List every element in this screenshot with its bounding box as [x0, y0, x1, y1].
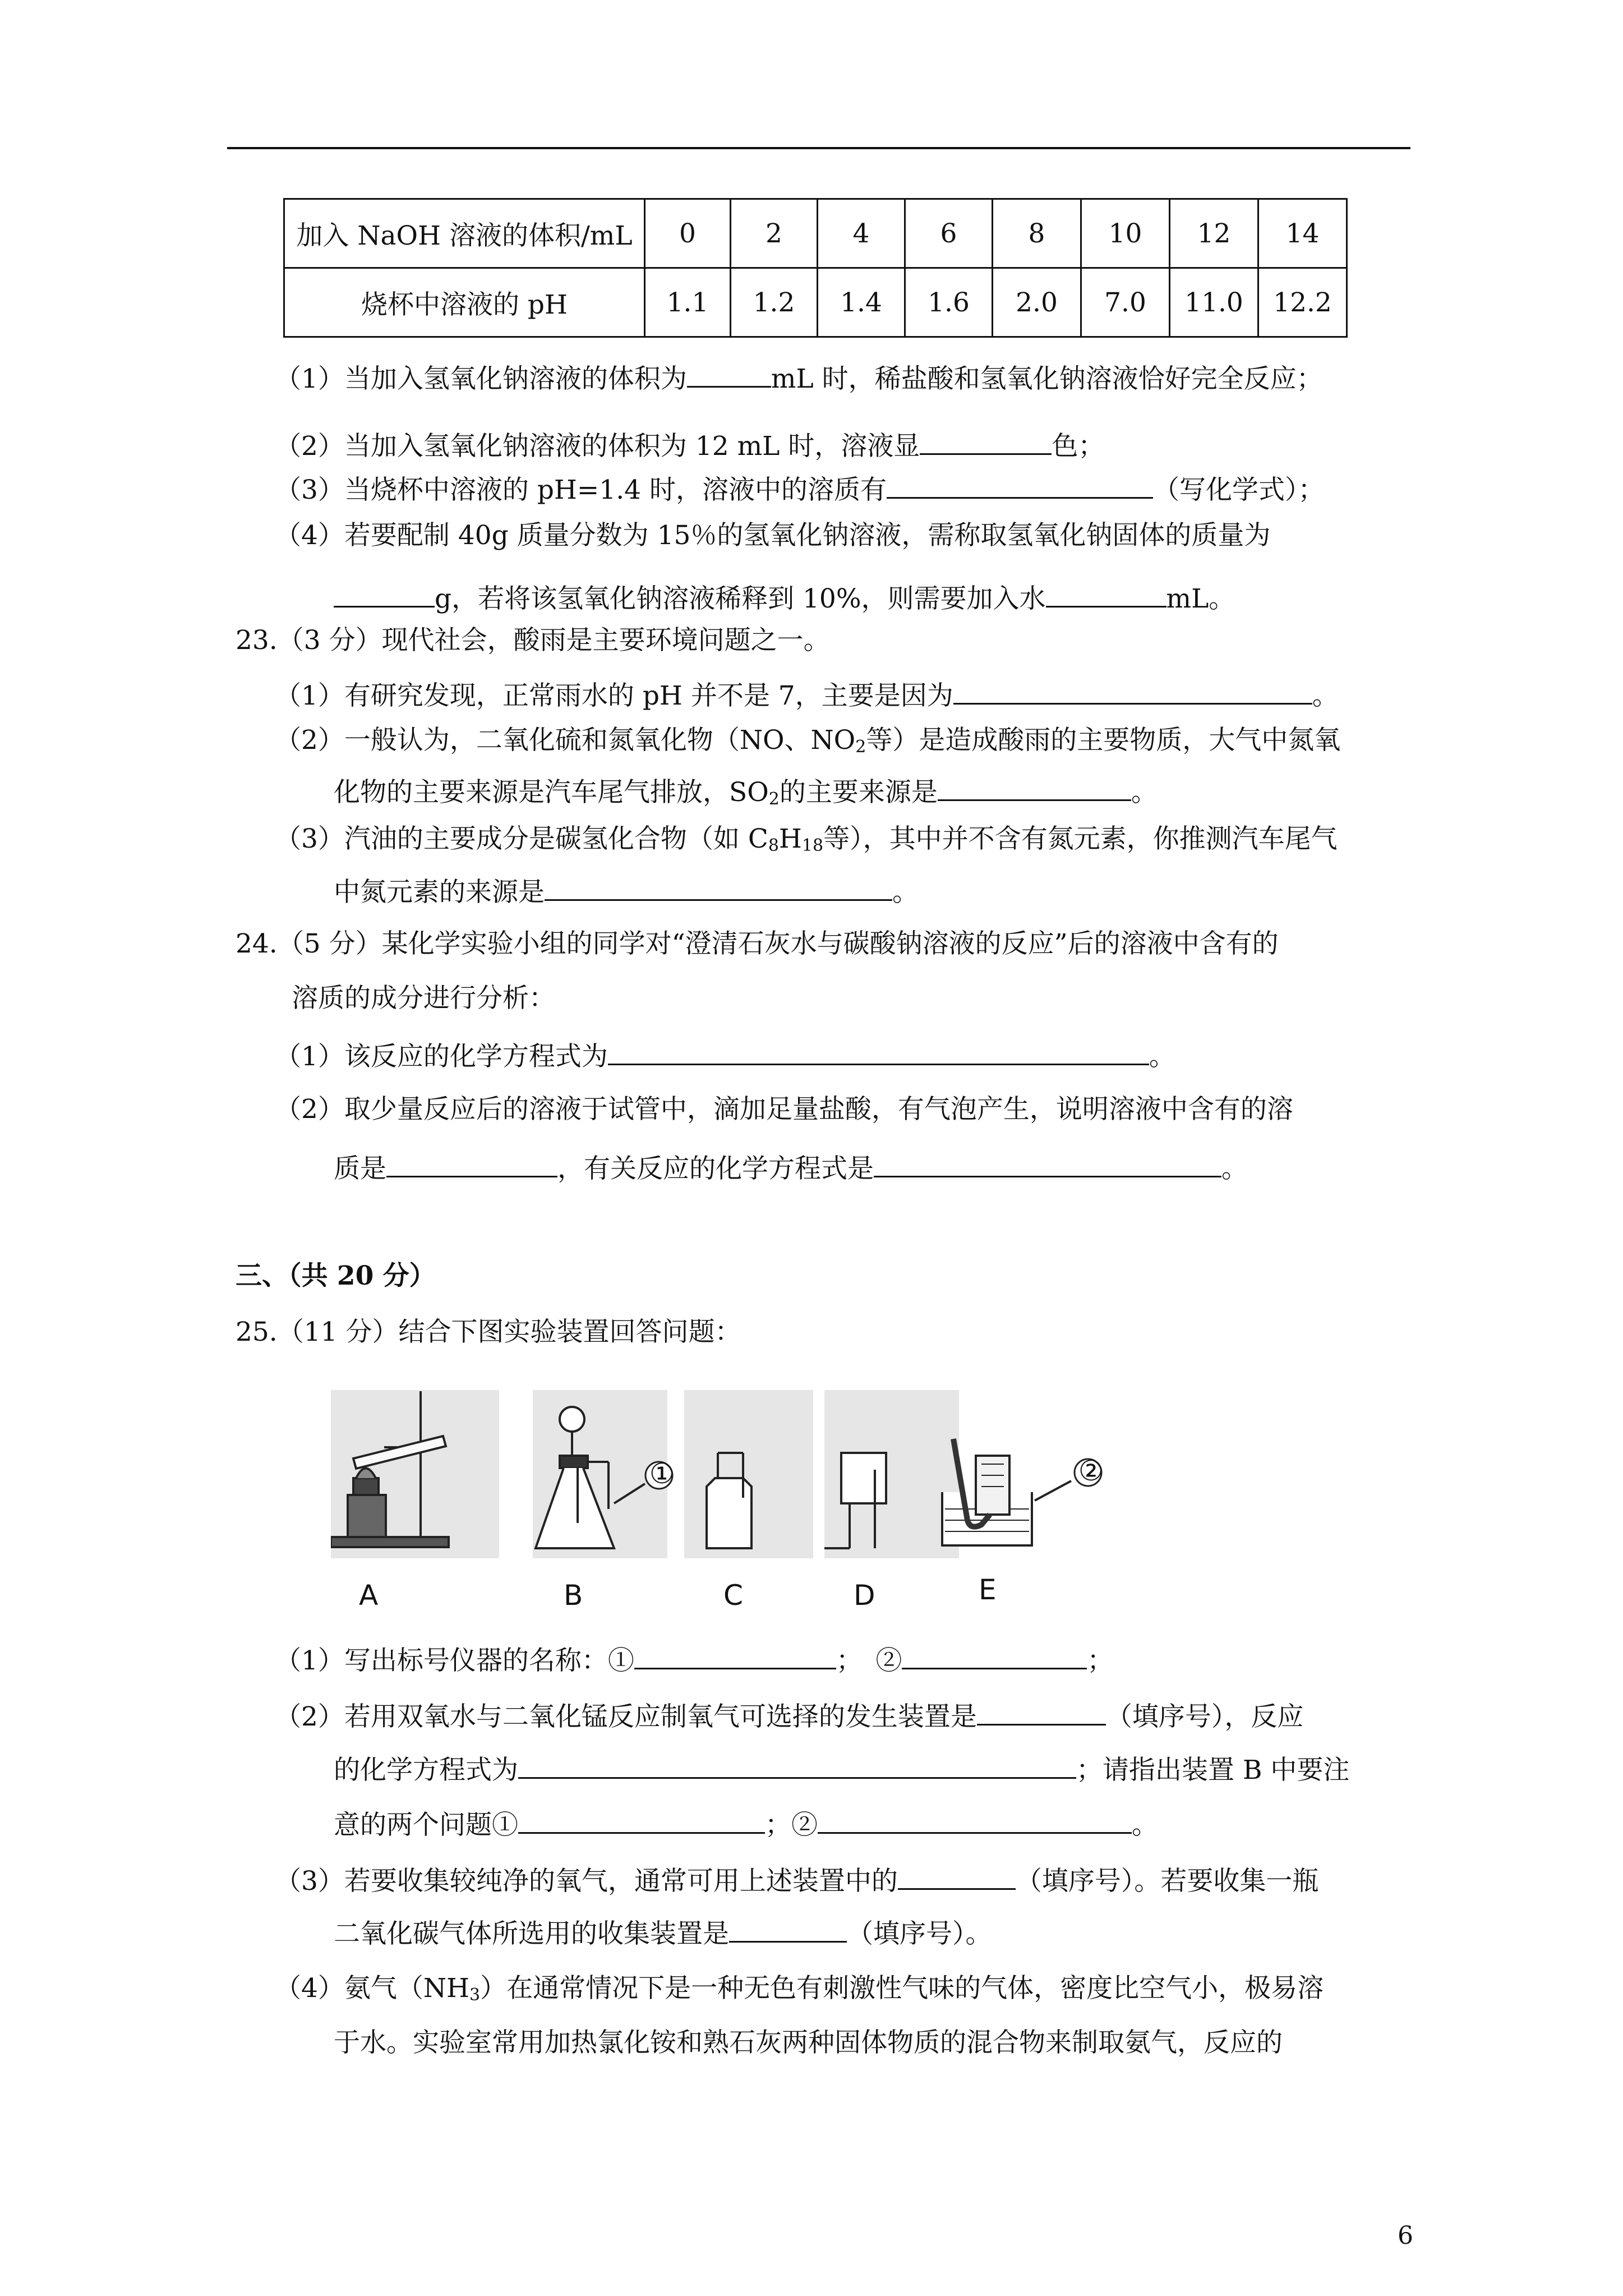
label-d: D	[854, 1579, 875, 1612]
q23-heading: 23.（3 分）现代社会，酸雨是主要环境问题之一。	[236, 625, 830, 656]
answer-blank[interactable]	[898, 1861, 1016, 1890]
page-number: 6	[1398, 2221, 1413, 2250]
q25-part2-cont: 的化学方程式为 ；请指出装置 B 中要注	[334, 1750, 1349, 1787]
table-cell: 1.1	[645, 268, 731, 337]
q22-part2: （2）当加入氢氧化钠溶液的体积为 12 mL 时，溶液显 色；	[275, 426, 1104, 463]
q25-part3: （3）若要收集较纯净的氧气，通常可用上述装置中的 （填序号）。若要收集一瓶	[275, 1861, 1318, 1898]
table-row-label: 烧杯中溶液的 pH	[284, 268, 645, 337]
table-cell: 1.4	[818, 268, 905, 337]
table-cell: 1.6	[905, 268, 993, 337]
q25-heading: 25.（11 分）结合下图实验装置回答问题：	[236, 1317, 741, 1347]
header-rule	[227, 147, 1410, 149]
table-cell: 11.0	[1170, 268, 1258, 337]
table-cell: 0	[645, 199, 731, 268]
answer-blank[interactable]	[1046, 579, 1166, 608]
apparatus-figure	[331, 1386, 1284, 1621]
answer-blank[interactable]	[874, 1149, 1221, 1177]
q23-part1: （1）有研究发现，正常雨水的 pH 并不是 7，主要是因为 。	[275, 676, 1339, 713]
q24-part2-cont: 质是 ，有关反应的化学方程式是 。	[334, 1149, 1248, 1186]
table-cell: 12	[1170, 199, 1258, 268]
answer-blank[interactable]	[953, 676, 1312, 705]
q23-part3: （3）汽油的主要成分是碳氢化合物（如 $C_8H_{18}$等），其中并不含有氮元素，你推测汽车尾气	[275, 823, 1338, 855]
q23-part3-cont: 中氮元素的来源是 。	[334, 872, 919, 909]
table-cell: 6	[905, 199, 993, 268]
answer-blank[interactable]	[938, 772, 1131, 801]
answer-blank[interactable]	[545, 872, 892, 901]
answer-blank[interactable]	[334, 579, 435, 608]
q22-part4-cont: g，若将该氢氧化钠溶液稀释到 10%，则需要加入水 mL。	[334, 579, 1235, 616]
q24-part2: （2）取少量反应后的溶液于试管中，滴加足量盐酸，有气泡产生，说明溶液中含有的溶	[275, 1094, 1293, 1125]
answer-blank[interactable]	[977, 1697, 1106, 1726]
answer-blank[interactable]	[518, 1805, 765, 1834]
table-cell: 8	[993, 199, 1081, 268]
table-row	[284, 268, 1347, 337]
q23-part2-cont: 化物的主要来源是汽车尾气排放，$SO_2$的主要来源是 。	[334, 772, 1158, 816]
table-row-label: 加入 NaOH 溶液的体积/mL	[284, 199, 645, 268]
answer-blank[interactable]	[729, 1914, 847, 1943]
apparatus-diagram	[331, 1386, 1284, 1621]
q25-part2: （2）若用双氧水与二氧化锰反应制氧气可选择的发生装置是 （填序号），反应	[275, 1697, 1303, 1734]
label-e: E	[979, 1573, 997, 1606]
table-cell: 2	[731, 199, 818, 268]
answer-blank[interactable]	[818, 1805, 1132, 1834]
q24-part1: （1）该反应的化学方程式为 。	[275, 1037, 1175, 1074]
label-a: A	[359, 1579, 379, 1612]
q22-part1: （1）当加入氢氧化钠溶液的体积为 mL 时，稀盐酸和氢氧化钠溶液恰好完全反应；	[275, 359, 1323, 396]
table-cell: 1.2	[731, 268, 818, 337]
ph-table	[283, 198, 1348, 338]
table-cell: 12.2	[1258, 268, 1347, 337]
marker-2-label: ②	[1078, 1455, 1104, 1487]
answer-blank[interactable]	[920, 426, 1052, 455]
q25-part2-cont2: 意的两个问题① ；② 。	[334, 1805, 1158, 1842]
answer-blank[interactable]	[687, 359, 771, 388]
answer-blank[interactable]	[386, 1149, 557, 1177]
table-cell: 14	[1258, 199, 1347, 268]
table-row	[284, 199, 1347, 268]
q22-part3: （3）当烧杯中溶液的 pH=1.4 时，溶液中的溶质有 （写化学式）；	[275, 470, 1324, 507]
answer-blank[interactable]	[518, 1750, 1076, 1779]
q24-heading-cont: 溶质的成分进行分析：	[292, 983, 555, 1014]
table-cell: 10	[1081, 199, 1170, 268]
section-heading: 三、（共 20 分）	[236, 1260, 436, 1291]
q25-part1: （1）写出标号仪器的名称：① ； ② ；	[275, 1641, 1113, 1678]
q23-part2: （2）一般认为，二氧化硫和氮氧化物（NO、$NO_2$等）是造成酸雨的主要物质，大气中氮氧	[275, 725, 1341, 757]
table-cell: 7.0	[1081, 268, 1170, 337]
q24-heading: 24.（5 分）某化学实验小组的同学对“澄清石灰水与碳酸钠溶液的反应”后的溶液中含有的	[236, 928, 1279, 959]
answer-blank[interactable]	[902, 1641, 1087, 1669]
table-cell: 4	[818, 199, 905, 268]
q22-part4: （4）若要配制 40g 质量分数为 15％的氢氧化钠溶液，需称取氢氧化钠固体的质量为	[275, 520, 1271, 551]
marker-1-label: ①	[649, 1457, 675, 1490]
table-cell: 2.0	[993, 268, 1081, 337]
q25-part4-cont: 于水。实验室常用加热氯化铵和熟石灰两种固体物质的混合物来制取氨气，反应的	[334, 2027, 1283, 2058]
q25-part4: （4）氨气$(NH_3)$在通常情况下是一种无色有刺激性气味的气体，密度比空气小，极易溶	[275, 1973, 1324, 2005]
label-c: C	[723, 1579, 743, 1612]
answer-blank[interactable]	[887, 470, 1153, 499]
q25-part3-cont: 二氧化碳气体所选用的收集装置是 （填序号）。	[334, 1914, 992, 1951]
label-b: B	[564, 1579, 583, 1612]
answer-blank[interactable]	[608, 1037, 1149, 1065]
answer-blank[interactable]	[634, 1641, 836, 1669]
